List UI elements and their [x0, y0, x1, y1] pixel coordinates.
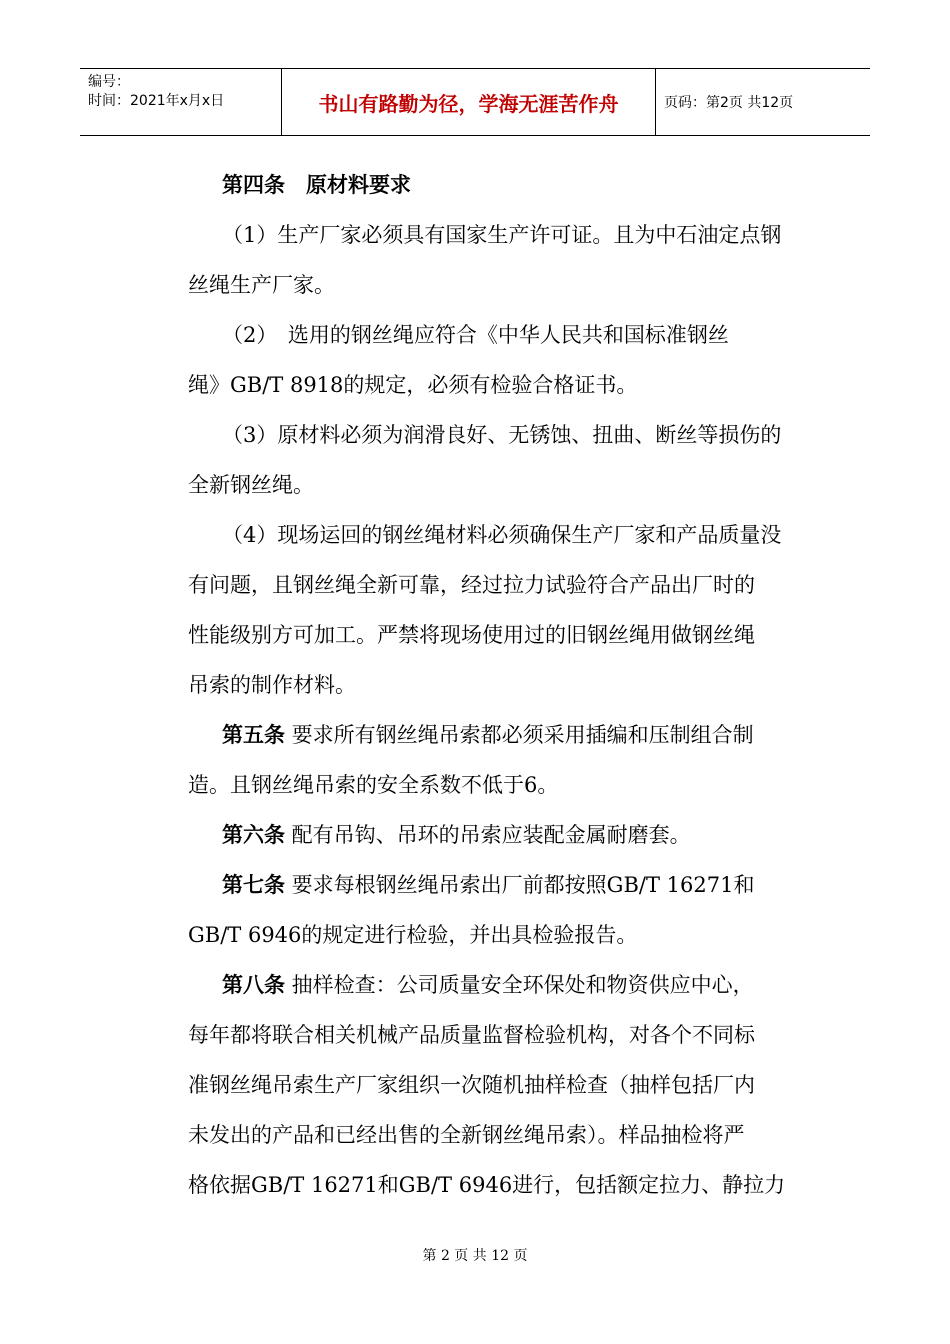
- time-label: 时间：2021年x月x日: [88, 93, 225, 109]
- article-7-line-1: [188, 860, 808, 910]
- para-1-line-2: 丝绳生产厂家。: [188, 273, 335, 297]
- article-6-text-1: 配有吊钩、吊环的吊索应装配金属耐磨套。: [285, 823, 691, 847]
- article-7-line-2: GB/T 6946的规定进行检验，并出具检验报告。: [188, 923, 638, 947]
- article-8-line-4: 未发出的产品和已经出售的全新钢丝绳吊索）。样品抽检将严: [188, 1123, 745, 1147]
- article-5-line-2: 造。且钢丝绳吊索的安全系数不低于6。: [188, 773, 559, 797]
- article-4-title: 第四条 原材料要求: [222, 173, 411, 197]
- article-8-line-1: [188, 960, 808, 1010]
- para-3-line-2: 全新钢丝绳。: [188, 473, 314, 497]
- article-8-line-2: 每年都将联合相关机械产品质量监督检验机构，对各个不同标: [188, 1023, 755, 1047]
- article-7-title: 第七条: [222, 873, 285, 897]
- document-header: [80, 68, 870, 136]
- para-1-line-1: （1）生产厂家必须具有国家生产许可证。且为中石油定点钢: [222, 223, 782, 247]
- para-2-line-1: （2） 选用的钢丝绳应符合《中华人民共和国标准钢丝: [222, 323, 729, 347]
- number-label: 编号：: [88, 74, 130, 90]
- article-8-line-5: 格依据GB/T 16271和GB/T 6946进行，包括额定拉力、静拉力: [188, 1173, 786, 1197]
- article-8-title: 第八条: [222, 973, 285, 997]
- footer-page-number: 第 2 页 共 12 页: [422, 1248, 528, 1264]
- article-5-line-1: [188, 710, 808, 760]
- motto-text: 书山有路勤为径，学海无涯苦作舟: [318, 91, 619, 116]
- document-body: [188, 160, 808, 1210]
- para-4-line-3: 性能级别方可加工。严禁将现场使用过的旧钢丝绳用做钢丝绳: [188, 623, 755, 647]
- para-3-line-1: （3）原材料必须为润滑良好、无锈蚀、扭曲、断丝等损伤的: [222, 423, 782, 447]
- header-meta-cell: [80, 69, 282, 135]
- para-4-line-4: 吊索的制作材料。: [188, 673, 356, 697]
- article-6-title: 第六条: [222, 823, 285, 847]
- para-4-line-2: 有问题，且钢丝绳全新可靠，经过拉力试验符合产品出厂时的: [188, 573, 755, 597]
- article-5-text-1: 要求所有钢丝绳吊索都必须采用插编和压制组合制: [285, 723, 754, 747]
- article-8-line-3: 准钢丝绳吊索生产厂家组织一次随机抽样检查（抽样包括厂内: [188, 1073, 755, 1097]
- article-7-text-1: 要求每根钢丝绳吊索出厂前都按照GB/T 16271和: [285, 873, 755, 897]
- article-8-text-1: 抽样检查：公司质量安全环保处和物资供应中心，: [285, 973, 754, 997]
- article-5-title: 第五条: [222, 723, 285, 747]
- para-2-line-2: 绳》GB/T 8918的规定，必须有检验合格证书。: [188, 373, 638, 397]
- page-footer: [0, 1245, 950, 1265]
- header-page-cell: [656, 69, 870, 135]
- page-label: 页码：第2页 共12页: [664, 95, 794, 111]
- para-4-line-1: （4）现场运回的钢丝绳材料必须确保生产厂家和产品质量没: [222, 523, 782, 547]
- article-6-line-1: [188, 810, 808, 860]
- header-motto-cell: [282, 69, 656, 135]
